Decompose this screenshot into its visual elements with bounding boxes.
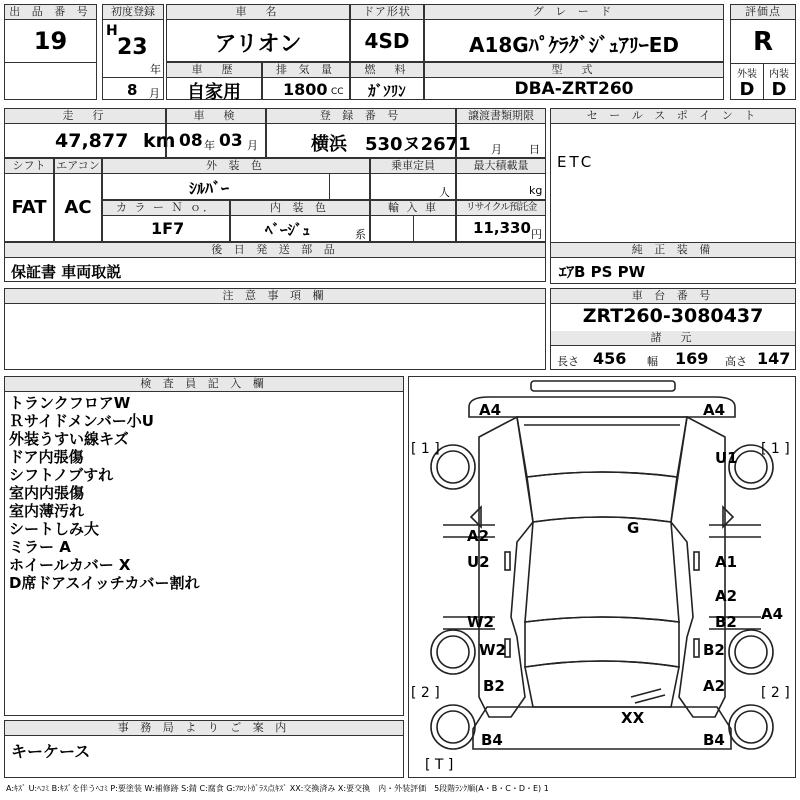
ac: AC bbox=[64, 197, 92, 218]
dimensions-label: 諸 元 bbox=[551, 331, 795, 346]
max-load-cell bbox=[456, 158, 546, 200]
office-notice-cell bbox=[4, 720, 404, 778]
plate-label: 登 録 番 号 bbox=[267, 109, 455, 124]
transfer-deadline-label: 譲渡書類期限 bbox=[457, 109, 545, 124]
damage-mark: G bbox=[627, 519, 640, 537]
interior-color-label: 内 装 色 bbox=[231, 201, 369, 216]
damage-mark: A4 bbox=[703, 401, 726, 419]
note-line: 室内薄汚れ bbox=[9, 502, 85, 520]
inspector-notes-cell bbox=[4, 376, 404, 716]
int-score: D bbox=[771, 79, 787, 100]
damage-mark: W2 bbox=[479, 641, 506, 659]
first-registration-cell bbox=[102, 4, 164, 100]
recycle-unit: 円 bbox=[531, 228, 542, 241]
office-notice-label: 事 務 局 よ り ご 案 内 bbox=[5, 721, 403, 736]
history-label: 車 歴 bbox=[167, 63, 261, 78]
inspection-year-unit: 年 bbox=[204, 139, 215, 152]
int-label: 内装 bbox=[769, 69, 789, 80]
later-parts-text: 保証書 車両取説 bbox=[11, 263, 122, 281]
car-name-cell bbox=[166, 4, 350, 62]
sales-point-text: ETC bbox=[557, 153, 595, 171]
recycle-cell bbox=[456, 200, 546, 242]
genuine-equipment-cell bbox=[550, 242, 796, 284]
model-code: DBA-ZRT260 bbox=[514, 79, 634, 99]
fuel: ｶﾞｿﾘﾝ bbox=[368, 82, 406, 100]
damage-mark: B4 bbox=[703, 731, 725, 749]
bracket-2-right: [ 2 ] bbox=[761, 685, 790, 701]
color-no: 1F7 bbox=[151, 219, 185, 238]
ext-color: ｼﾙﾊﾞｰ bbox=[189, 179, 230, 198]
lot-number: 19 bbox=[33, 27, 68, 55]
note-line: 外装うすい線キズ bbox=[9, 430, 129, 448]
chassis-number: ZRT260-3080437 bbox=[582, 305, 764, 327]
damage-mark: A4 bbox=[479, 401, 502, 419]
inspector-notes-label: 検 査 員 記 入 欄 bbox=[5, 377, 403, 392]
model-cell bbox=[424, 62, 724, 100]
ext-score: D bbox=[739, 79, 755, 100]
model-label: 型 式 bbox=[425, 63, 723, 78]
length-label: 長さ bbox=[557, 355, 579, 368]
inspector-notes-list bbox=[9, 394, 200, 592]
height: 147 bbox=[757, 349, 791, 368]
history-cell bbox=[166, 62, 262, 103]
note-line: シフトノブすれ bbox=[9, 466, 114, 484]
note-line: ミラー A bbox=[9, 538, 71, 556]
damage-mark: A1 bbox=[715, 553, 738, 571]
first-registration-label: 初度登録 bbox=[103, 5, 163, 20]
note-line: Ｒサイドメンバー小U bbox=[9, 412, 154, 430]
lot-number-label: 出 品 番 号 bbox=[5, 5, 96, 20]
inspection-month: 03 bbox=[219, 131, 243, 151]
length: 456 bbox=[593, 349, 627, 368]
inspection-month-unit: 月 bbox=[247, 139, 258, 152]
ext-color-label: 外 装 色 bbox=[103, 159, 369, 174]
legend-text: A:ｷｽﾞ U:ﾍｺﾐ B:ｷｽﾞを伴うﾍｺﾐ P:要塗装 W:補修跡 S:錆 C:腐食 G:ﾌﾛﾝﾄｶﾞﾗｽ点ｷｽﾞ XX:交換済み X:要交換 内・外装評価 5段階ﾗﾝｸ順(A・B・C・D・E) 1 bbox=[6, 784, 549, 793]
transfer-month-unit: 月 bbox=[491, 143, 502, 156]
color-no-cell bbox=[102, 200, 230, 242]
damage-mark: A2 bbox=[703, 677, 726, 695]
damage-mark: U2 bbox=[467, 553, 490, 571]
lot-number-cell bbox=[4, 4, 97, 100]
displacement-cell bbox=[262, 62, 350, 100]
damage-mark: XX bbox=[621, 709, 645, 727]
width-label: 幅 bbox=[647, 355, 658, 368]
door-type: 4SD bbox=[364, 29, 410, 53]
later-parts-label: 後 日 発 送 部 品 bbox=[5, 243, 545, 258]
shift: FAT bbox=[11, 197, 47, 218]
grade-label: グ レ ー ド bbox=[425, 5, 723, 20]
note-line: 室内内張傷 bbox=[9, 484, 85, 502]
damage-mark: B2 bbox=[703, 641, 725, 659]
recycle-label: リサイクル預託金 bbox=[457, 201, 545, 216]
bracket-1-right: [ 1 ] bbox=[761, 441, 790, 457]
month-unit: 月 bbox=[149, 87, 160, 100]
ac-cell bbox=[54, 158, 102, 242]
plate-cell bbox=[266, 108, 471, 158]
shift-label: シフト bbox=[5, 159, 53, 174]
note-line: トランクフロアW bbox=[9, 394, 131, 412]
grade-cell bbox=[424, 4, 724, 62]
ac-label: エアコン bbox=[56, 159, 100, 172]
import-cell bbox=[370, 200, 456, 242]
height-label: 高さ bbox=[725, 355, 747, 368]
capacity-cell bbox=[370, 158, 456, 200]
chassis-number-label: 車 台 番 号 bbox=[551, 289, 795, 304]
damage-mark: A2 bbox=[715, 587, 738, 605]
fuel-label: 燃 料 bbox=[351, 63, 423, 78]
max-load-unit: kg bbox=[529, 184, 543, 197]
damage-mark: A2 bbox=[467, 527, 490, 545]
damage-mark: A4 bbox=[761, 605, 784, 623]
note-line: D席ドアスイッチカバー割れ bbox=[9, 574, 200, 592]
later-parts-cell bbox=[4, 242, 546, 282]
door-cell bbox=[350, 4, 424, 62]
year-unit: 年 bbox=[150, 63, 161, 76]
history: 自家用 bbox=[187, 82, 241, 103]
note-line: ドア内張傷 bbox=[9, 448, 84, 466]
displacement: 1800 bbox=[283, 80, 328, 99]
mileage-unit: km bbox=[143, 130, 176, 152]
office-notice-text: キーケース bbox=[11, 742, 91, 761]
car-outline-drawing bbox=[409, 377, 795, 777]
damage-mark: B2 bbox=[483, 677, 505, 695]
displacement-label: 排 気 量 bbox=[263, 63, 349, 78]
note-line: シートしみ大 bbox=[9, 520, 100, 538]
chassis-number-cell bbox=[550, 288, 796, 370]
inspection-label: 車 検 bbox=[167, 109, 265, 124]
inspection-year: 08 bbox=[179, 131, 203, 151]
damage-mark: B4 bbox=[481, 731, 503, 749]
car-name-label: 車 名 bbox=[167, 5, 349, 20]
note-line: ホイールカバー X bbox=[9, 556, 131, 574]
mileage-cell bbox=[4, 108, 176, 158]
notice-label: 注 意 事 項 欄 bbox=[5, 289, 545, 304]
transfer-day-unit: 日 bbox=[529, 143, 540, 156]
score-label: 評価点 bbox=[731, 5, 795, 20]
genuine-equipment-label: 純 正 装 備 bbox=[551, 243, 795, 258]
car-name: アリオン bbox=[214, 32, 302, 57]
damage-mark: U1 bbox=[715, 449, 738, 467]
first-reg-year: 23 bbox=[117, 35, 148, 60]
genuine-equipment: ｴｱB PS PW bbox=[559, 263, 646, 281]
displacement-unit: CC bbox=[331, 87, 344, 97]
recycle-fee: 11,330 bbox=[473, 219, 531, 237]
interior-color: ﾍﾞｰｼﾞｭ bbox=[265, 221, 311, 239]
import-label: 輸 入 車 bbox=[371, 201, 455, 216]
score: R bbox=[752, 27, 774, 57]
fuel-cell bbox=[350, 62, 424, 100]
mileage-label: 走 行 bbox=[5, 109, 165, 124]
interior-color-unit: 系 bbox=[355, 228, 366, 241]
first-reg-month: 8 bbox=[127, 81, 138, 99]
sales-point-label: セ ー ル ス ポ イ ン ト bbox=[551, 109, 795, 124]
door-label: ドア形状 bbox=[351, 5, 423, 20]
notice-cell bbox=[4, 288, 546, 370]
damage-mark: B2 bbox=[715, 613, 737, 631]
ext-color-cell bbox=[102, 158, 370, 200]
ext-label: 外装 bbox=[737, 69, 757, 80]
grade: A18GﾊﾟｹﾗｸﾞｼﾞｭｱﾘｰED bbox=[469, 33, 679, 57]
damage-mark: W2 bbox=[467, 613, 494, 631]
bracket-2-left: [ 2 ] bbox=[411, 685, 440, 701]
shift-cell bbox=[4, 158, 54, 242]
damage-diagram bbox=[408, 376, 796, 778]
mileage: 47,877 bbox=[55, 130, 129, 152]
inspection-cell bbox=[166, 108, 266, 158]
transfer-deadline-cell bbox=[456, 108, 546, 158]
era: H bbox=[106, 23, 118, 39]
capacity-label: 乗車定員 bbox=[371, 159, 455, 174]
plate-number: 横浜 530ヌ2671 bbox=[311, 134, 471, 155]
bracket-t: [ T ] bbox=[425, 757, 454, 773]
interior-color-cell bbox=[230, 200, 370, 242]
capacity-unit: 人 bbox=[439, 186, 450, 199]
bracket-1-left: [ 1 ] bbox=[411, 441, 440, 457]
color-no-label: カ ラ ー Ｎ ｏ． bbox=[103, 201, 229, 216]
width: 169 bbox=[675, 349, 709, 368]
score-cell bbox=[730, 4, 796, 100]
max-load-label: 最大積載量 bbox=[457, 159, 545, 174]
